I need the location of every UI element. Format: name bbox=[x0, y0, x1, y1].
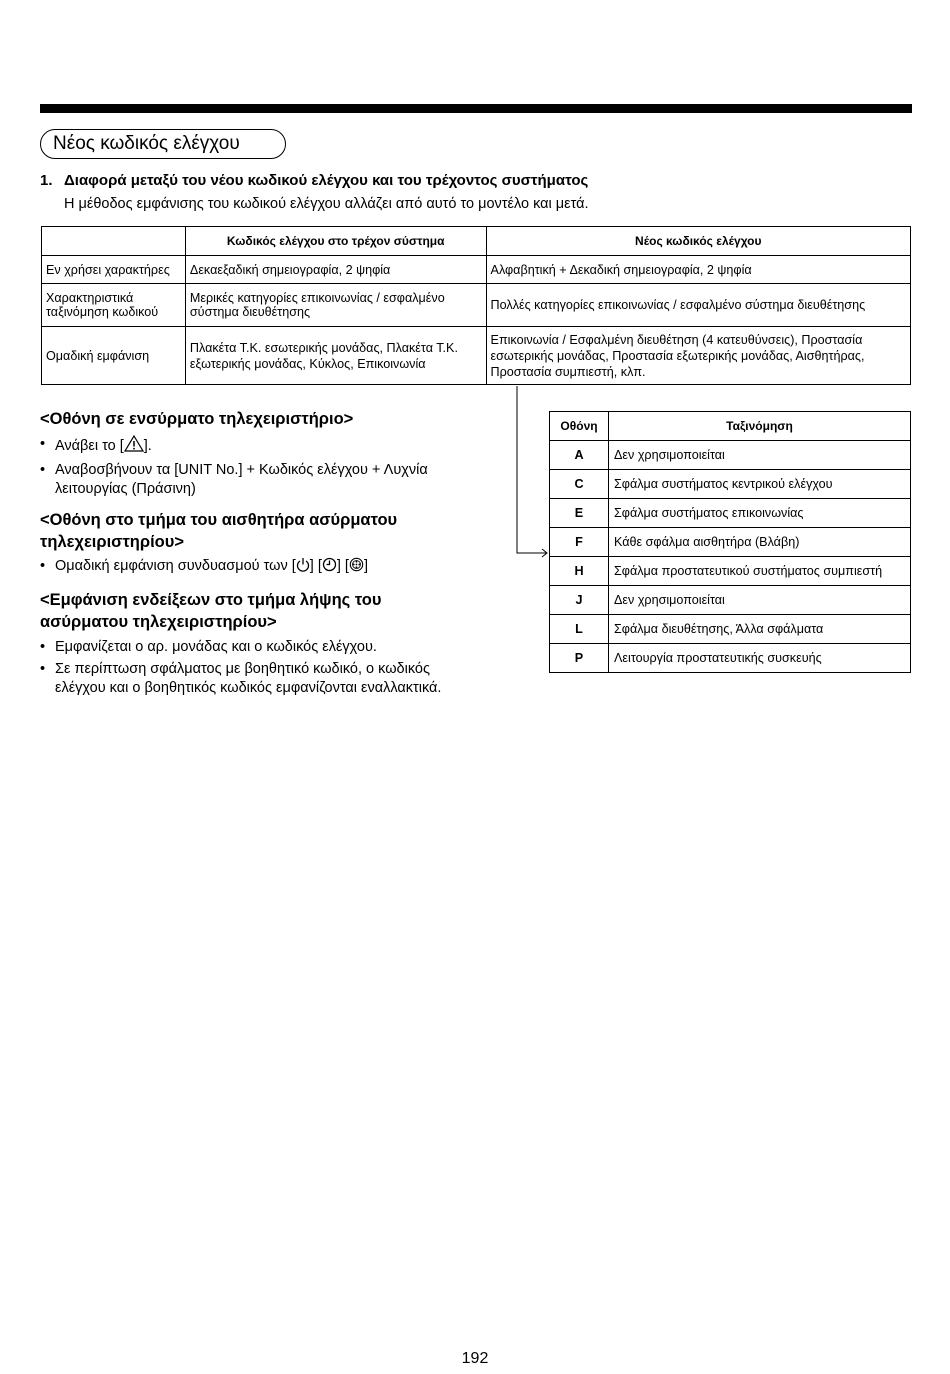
section-heading-text: Διαφορά μεταξύ του νέου κωδικού ελέγχου και του τρέχοντος συστήματος bbox=[64, 172, 589, 189]
wireless-receiver-list bbox=[40, 638, 470, 698]
table-cell: Αλφαβητική + Δεκαδική σημειογραφία, 2 ψηφία bbox=[486, 256, 910, 284]
table-cell: Εν χρήσει χαρακτήρες bbox=[42, 256, 186, 284]
list-item: • Εμφανίζεται ο αρ. μονάδας και ο κωδικός ελέγχου. bbox=[40, 638, 470, 657]
table-row bbox=[550, 644, 911, 673]
wired-remote-heading: <Οθόνη σε ενσύρματο τηλεχειριστήριο> bbox=[40, 410, 354, 428]
table-cell: Δεκαεξαδική σημειογραφία, 2 ψηφία bbox=[185, 256, 486, 284]
classification-cell: Σφάλμα προστατευτικού συστήματος συμπιεστή bbox=[609, 557, 911, 586]
code-cell: H bbox=[550, 557, 609, 586]
table-cell: Ομαδική εμφάνιση bbox=[42, 327, 186, 385]
power-icon bbox=[296, 557, 310, 578]
wireless-sensor-heading: <Οθόνη στο τμήμα του αισθητήρα ασύρματου τηλεχειριστηρίου> bbox=[40, 511, 398, 551]
table-cell: Χαρακτηριστικά ταξινόμηση κωδικού bbox=[42, 284, 186, 327]
code-classification-table bbox=[549, 411, 911, 673]
section-intro-text: Η μέθοδος εμφάνισης του κωδικού ελέγχου αλλάζει από αυτό το μοντέλο και μετά. bbox=[64, 196, 589, 212]
code-cell: E bbox=[550, 499, 609, 528]
wireless-sensor-list bbox=[40, 557, 480, 578]
list-item bbox=[40, 435, 480, 458]
code-cell: P bbox=[550, 644, 609, 673]
classification-cell: Λειτουργία προστατευτικής συσκευής bbox=[609, 644, 911, 673]
table-row bbox=[550, 499, 911, 528]
list-item-text: ] [ bbox=[336, 558, 349, 574]
classification-cell: Δεν χρησιμοποιείται bbox=[609, 586, 911, 615]
table-header-cell: Νέος κωδικός ελέγχου bbox=[486, 227, 910, 256]
wireless-receiver-heading: <Εμφάνιση ενδείξεων στο τμήμα λήψης του ασύρματου τηλεχειριστηρίου> bbox=[40, 591, 382, 631]
table-header-cell: Ταξινόμηση bbox=[609, 412, 911, 441]
list-item: • Αναβοσβήνουν τα [UNIT No.] + Κωδικός ελέγχου + Λυχνία λειτουργίας (Πράσινη) bbox=[40, 461, 480, 499]
table-cell: Πλακέτα Τ.Κ. εσωτερικής μονάδας, Πλακέτα Τ.Κ. εξωτερικής μονάδας, Κύκλος, Επικοινωνία bbox=[185, 327, 486, 385]
table-cell: Μερικές κατηγορίες επικοινωνίας / εσφαλμένο σύστημα διευθέτησης bbox=[185, 284, 486, 327]
table-header-cell: Κωδικός ελέγχου στο τρέχον σύστημα bbox=[185, 227, 486, 256]
table-cell: Επικοινωνία / Εσφαλμένη διευθέτηση (4 κατευθύνσεις), Προστασία εσωτερικής μονάδας, Προστασία εξωτερικής μονάδας, Αισθητήρας, Προστασία συμπιεστή, κλπ. bbox=[486, 327, 910, 385]
list-item-text: Ομαδική εμφάνιση συνδυασμού των [ bbox=[55, 558, 296, 574]
section-number: 1. bbox=[40, 172, 53, 189]
classification-cell: Κάθε σφάλμα αισθητήρα (Βλάβη) bbox=[609, 528, 911, 557]
list-item: • Σε περίπτωση σφάλματος με βοηθητικό κωδικό, ο κωδικός ελέγχου και ο βοηθητικός κωδικός εμφανίζονται εναλλακτικά. bbox=[40, 660, 470, 698]
code-cell: L bbox=[550, 615, 609, 644]
classification-cell: Δεν χρησιμοποιείται bbox=[609, 441, 911, 470]
table-header-cell: Οθόνη bbox=[550, 412, 609, 441]
timer-icon bbox=[322, 557, 337, 578]
page-number: 192 bbox=[461, 1350, 489, 1367]
wired-remote-list bbox=[40, 435, 480, 499]
table-row bbox=[550, 441, 911, 470]
fan-icon bbox=[349, 557, 364, 578]
table-row bbox=[550, 528, 911, 557]
table-row bbox=[550, 557, 911, 586]
code-cell: J bbox=[550, 586, 609, 615]
table-cell: Πολλές κατηγορίες επικοινωνίας / εσφαλμένο σύστημα διευθέτησης bbox=[486, 284, 910, 327]
classification-cell: Σφάλμα συστήματος επικοινωνίας bbox=[609, 499, 911, 528]
list-item-text: ]. bbox=[143, 438, 152, 454]
page-title: Νέος κωδικός ελέγχου bbox=[40, 129, 286, 159]
table-row bbox=[550, 586, 911, 615]
code-cell: F bbox=[550, 528, 609, 557]
table-row bbox=[550, 615, 911, 644]
code-cell: C bbox=[550, 470, 609, 499]
list-item bbox=[40, 557, 480, 578]
warning-icon bbox=[124, 435, 144, 458]
table-row bbox=[550, 470, 911, 499]
table-header-row bbox=[550, 412, 911, 441]
list-item-text: Ανάβει το [ bbox=[55, 438, 124, 454]
classification-cell: Σφάλμα διευθέτησης, Άλλα σφάλματα bbox=[609, 615, 911, 644]
classification-cell: Σφάλμα συστήματος κεντρικού ελέγχου bbox=[609, 470, 911, 499]
list-item-text: ] bbox=[363, 558, 368, 574]
list-item-text: ] [ bbox=[309, 558, 322, 574]
code-cell: A bbox=[550, 441, 609, 470]
